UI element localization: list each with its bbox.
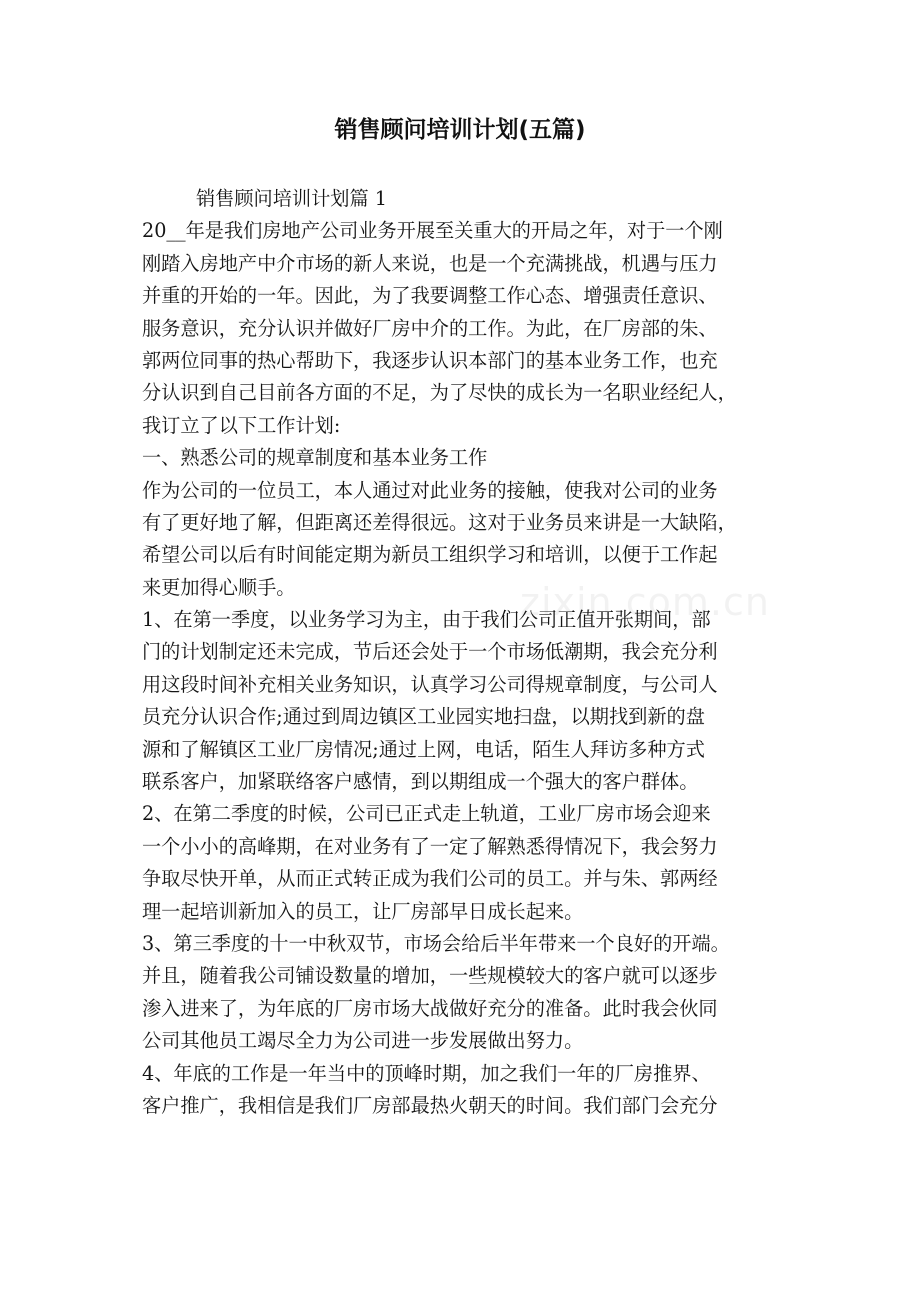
body-line: 联系客户，加紧联络客户感情，到以期组成一个强大的客户群体。 <box>142 770 699 794</box>
body-line: 用这段时间补充相关业务知识，认真学习公司得规章制度，与公司人 <box>142 672 718 696</box>
body-line: 来更加得心顺手。 <box>142 575 296 599</box>
body-line: 1、在第一季度，以业务学习为主，由于我们公司正值开张期间，部 <box>142 608 711 632</box>
body-line: 刚踏入房地产中介市场的新人来说，也是一个充满挑战，机遇与压力 <box>142 251 718 275</box>
body-line: 公司其他员工竭尽全力为公司进一步发展做出努力。 <box>142 1029 584 1053</box>
body-line: 并且，随着我公司铺设数量的增加，一些规模较大的客户就可以逐步 <box>142 964 718 988</box>
body-line: 并重的开始的一年。因此，为了我要调整工作心态、增强责任意识、 <box>142 284 718 308</box>
body-line: 有了更好地了解，但距离还差得很远。这对于业务员来讲是一大缺陷， <box>142 510 737 534</box>
body-line: 源和了解镇区工业厂房情况;通过上网，电话，陌生人拜访多种方式 <box>142 737 705 761</box>
body-line: 希望公司以后有时间能定期为新员工组织学习和培训，以便于工作起 <box>142 543 718 567</box>
body-line: 作为公司的一位员工，本人通过对此业务的接触，使我对公司的业务 <box>142 478 718 502</box>
body-line: 理一起培训新加入的员工，让厂房部早日成长起来。 <box>142 899 584 923</box>
watermark: zixin.com.cn <box>520 580 770 624</box>
body-line: 我订立了以下工作计划: <box>142 413 341 437</box>
body-line: 3、第三季度的十一中秋双节，市场会给后半年带来一个良好的开端。 <box>142 931 730 955</box>
document-title: 销售顾问培训计划(五篇) <box>334 117 586 143</box>
section-heading: 销售顾问培训计划篇 1 <box>196 187 387 210</box>
body-line: 客户推广，我相信是我们厂房部最热火朝天的时间。我们部门会充分 <box>142 1093 718 1117</box>
body-line: 20__年是我们房地产公司业务开展至关重大的开局之年，对于一个刚 <box>142 219 723 243</box>
body-line: 门的计划制定还未完成，节后还会处于一个市场低潮期，我会充分利 <box>142 640 718 664</box>
body-line: 员充分认识合作;通过到周边镇区工业园实地扫盘，以期找到新的盘 <box>142 705 705 729</box>
document-body <box>142 183 792 1122</box>
body-line: 郭两位同事的热心帮助下，我逐步认识本部门的基本业务工作，也充 <box>142 348 718 372</box>
body-line: 渗入进来了，为年底的厂房市场大战做好充分的准备。此时我会伙同 <box>142 996 718 1020</box>
body-line: 2、在第二季度的时候，公司已正式走上轨道，工业厂房市场会迎来 <box>142 802 711 826</box>
body-line: 争取尽快开单，从而正式转正成为我们公司的员工。并与朱、郭两经 <box>142 867 718 891</box>
body-line: 4、年底的工作是一年当中的顶峰时期，加之我们一年的厂房推界、 <box>142 1061 711 1085</box>
body-line: 服务意识，充分认识并做好厂房中介的工作。为此，在厂房部的朱、 <box>142 316 718 340</box>
body-line: 分认识到自己目前各方面的不足，为了尽快的成长为一名职业经纪人， <box>142 381 737 405</box>
subsection-heading: 一、熟悉公司的规章制度和基本业务工作 <box>142 446 488 470</box>
body-line: 一个小小的高峰期，在对业务有了一定了解熟悉得情况下，我会努力 <box>142 834 718 858</box>
